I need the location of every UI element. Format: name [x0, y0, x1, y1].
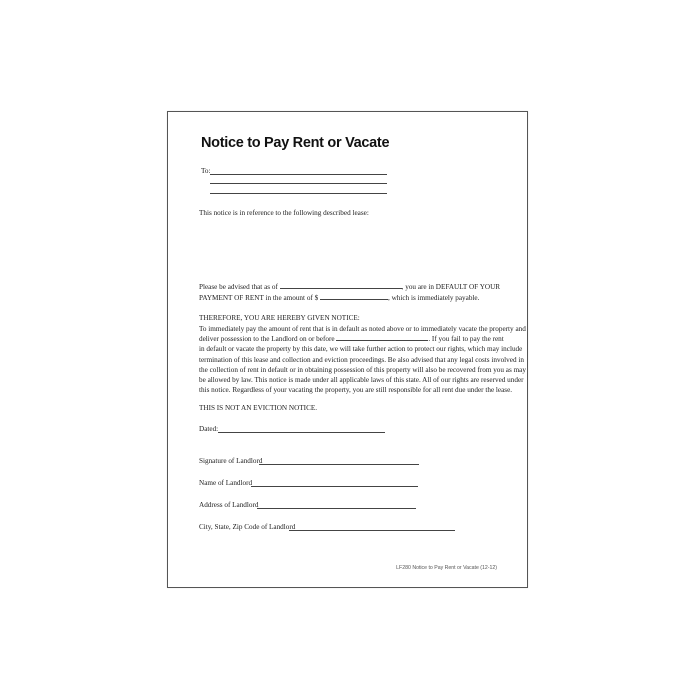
dated-line [218, 432, 385, 433]
default-notice-paragraph [199, 282, 500, 303]
dated-label: Dated: [199, 425, 219, 433]
body-line-6: be allowed by law. This notice is made under all applicable laws of this state. All of our rights are reserved under [199, 376, 524, 385]
advised-text-3: PAYMENT OF RENT in the amount of $ [199, 293, 319, 302]
advised-text-4: , which is immediately payable. [388, 293, 480, 302]
notice-body-paragraph [199, 324, 526, 395]
address-label: Address of Landlord [199, 501, 259, 509]
to-line-1 [210, 174, 387, 175]
body-line-2-text-end: . If you fail to pay the rent [428, 335, 504, 344]
body-line-2 [199, 334, 503, 344]
form-sheet [167, 111, 528, 588]
therefore-heading: THEREFORE, YOU ARE HEREBY GIVEN NOTICE: [199, 314, 360, 322]
to-label: To: [201, 167, 211, 175]
vacate-date-blank [336, 334, 428, 341]
address-line [257, 508, 416, 509]
city-state-zip-line [289, 530, 455, 531]
body-line-4: termination of this lease and collection and eviction proceedings. Be also advised that any legal costs involved in [199, 355, 524, 364]
body-line-5: the collection of rent in default or in obtaining possession of this property will also be recovered from you as may [199, 365, 526, 374]
signature-label: Signature of Landlord [199, 457, 263, 465]
default-date-blank [280, 282, 402, 289]
not-eviction-notice: THIS IS NOT AN EVICTION NOTICE. [199, 404, 318, 412]
city-state-zip-label: City, State, Zip Code of Landlord [199, 523, 296, 531]
lease-reference-text: This notice is in reference to the following described lease: [199, 209, 369, 217]
form-title: Notice to Pay Rent or Vacate [201, 135, 390, 151]
advised-text-1: Please be advised that as of [199, 283, 278, 291]
rent-amount-blank [320, 293, 388, 300]
body-line-7: this notice. Regardless of your vacating the property, you are still responsible for all rent due under the lease. [199, 386, 513, 395]
to-line-3 [210, 193, 387, 194]
name-label: Name of Landlord [199, 479, 253, 487]
body-line-2-text: deliver possession to the Landlord on or before [199, 335, 335, 344]
name-line [251, 486, 418, 487]
advised-text-2: , you are in DEFAULT OF YOUR [401, 283, 501, 291]
body-line-1: To immediately pay the amount of rent that is in default as noted above or to immediately vacate the property and [199, 325, 526, 333]
form-number-footer: LF280 Notice to Pay Rent or Vacate (12-12) [396, 565, 497, 571]
to-line-2 [210, 183, 387, 184]
body-line-3: in default or vacate the property by this date, we will take further action to protect our rights, which may include [199, 345, 523, 354]
signature-line [259, 464, 419, 465]
